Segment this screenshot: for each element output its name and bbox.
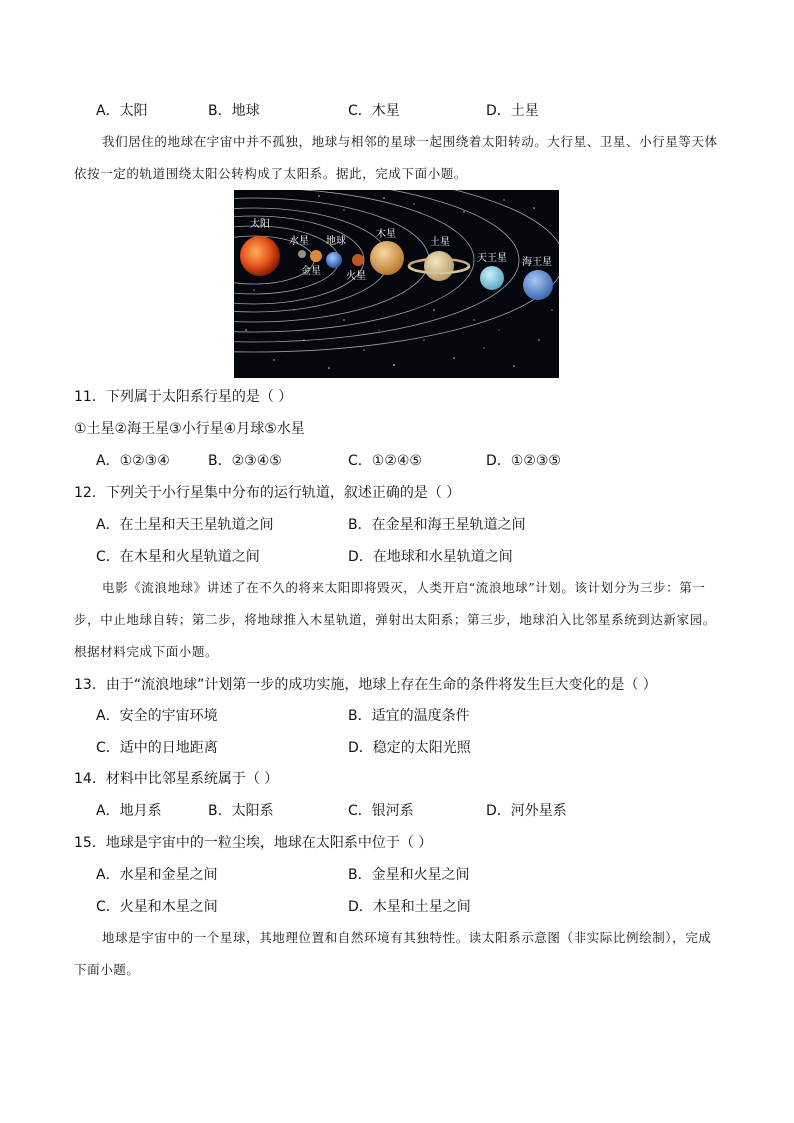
option-b: B．地球: [208, 103, 260, 119]
label-venus: 金星: [301, 266, 321, 277]
label-neptune: 海王星: [522, 257, 552, 268]
uranus: [480, 266, 504, 290]
label-earth: 地球: [326, 236, 346, 247]
q13-option-a: A．安全的宇宙环境: [96, 708, 218, 724]
jupiter: [370, 241, 404, 275]
q11-stem: 11．下列属于太阳系行星的是（ ）: [74, 389, 293, 405]
q12-stem: 12．下列关于小行星集中分布的运行轨道，叙述正确的是（ ）: [74, 485, 461, 501]
q14-option-b: B．太阳系: [208, 803, 274, 819]
intro-paragraph-1: 我们居住的地球在宇宙中并不孤独，地球与相邻的星球一起围绕着太阳转动。大行星、卫星、小行星等天体依按一定的轨道围绕太阳公转构成了太阳系。据此，完成下面小题。: [74, 134, 718, 181]
q15-option-c: C．火星和木星之间: [96, 899, 218, 915]
q13-option-d: D．稳定的太阳光照: [348, 740, 471, 756]
neptune: [523, 270, 553, 300]
q15-option-d: D．木星和土星之间: [348, 899, 471, 915]
q12-option-b: B．在金星和海王星轨道之间: [348, 517, 526, 533]
q12-option-a: A．在土星和天王星轨道之间: [96, 517, 274, 533]
earth: [326, 252, 342, 268]
q11-option-d: D．①②③⑤: [486, 453, 561, 469]
solar-system-figure: [234, 190, 559, 378]
q14-option-a: A．地月系: [96, 803, 162, 819]
q15-option-b: B．金星和火星之间: [348, 867, 470, 883]
label-mercury: 水星: [289, 236, 309, 247]
label-saturn: 土星: [430, 237, 450, 248]
q14-option-c: C．银河系: [348, 803, 414, 819]
mercury: [298, 250, 306, 258]
option-d: D．土星: [486, 103, 539, 119]
q15-option-a: A．水星和金星之间: [96, 867, 218, 883]
label-uranus: 天王星: [477, 253, 507, 264]
label-jupiter: 木星: [376, 229, 396, 240]
q12-option-d: D．在地球和水星轨道之间: [348, 549, 513, 565]
q11-option-c: C．①②④⑤: [348, 453, 422, 469]
intro-paragraph-3: 地球是宇宙中的一个星球，其地理位置和自然环境有其独特性。读太阳系示意图（非实际比例绘制），完成下面小题。: [74, 930, 712, 977]
q14-stem: 14．材料中比邻星系统属于（ ）: [74, 771, 279, 787]
solar-system-svg: [234, 190, 559, 378]
q11-option-a: A．①②③④: [96, 453, 170, 469]
label-mars: 火星: [346, 271, 366, 282]
venus: [310, 250, 322, 262]
q11-items: ①土星②海王星③小行星④月球⑤水星: [74, 421, 305, 437]
sun: [240, 236, 280, 276]
label-sun: 太阳: [250, 219, 270, 230]
q14-option-d: D．河外星系: [486, 803, 567, 819]
q12-option-c: C．在木星和火星轨道之间: [96, 549, 260, 565]
option-c: C．木星: [348, 103, 400, 119]
q13-option-c: C．适中的日地距离: [96, 740, 218, 756]
q13-option-b: B．适宜的温度条件: [348, 708, 470, 724]
intro-paragraph-2: 电影《流浪地球》讲述了在不久的将来太阳即将毁灭，人类开启“流浪地球”计划。该计划分为三步：第一步，中止地球自转；第二步，将地球推入木星轨道，弹射出太阳系；第三步，地球泊入比邻星系统到达新家园。根据材料完成下面小题。: [74, 580, 716, 659]
q13-stem: 13．由于“流浪地球”计划第一步的成功实施，地球上存在生命的条件将发生巨大变化的是（ ）: [74, 677, 657, 693]
q15-stem: 15．地球是宇宙中的一粒尘埃，地球在太阳系中位于（ ）: [74, 835, 433, 851]
space-background: [234, 190, 559, 378]
mars: [352, 254, 364, 266]
option-a: A．太阳: [96, 103, 148, 119]
q11-option-b: B．②③④⑤: [208, 453, 282, 469]
